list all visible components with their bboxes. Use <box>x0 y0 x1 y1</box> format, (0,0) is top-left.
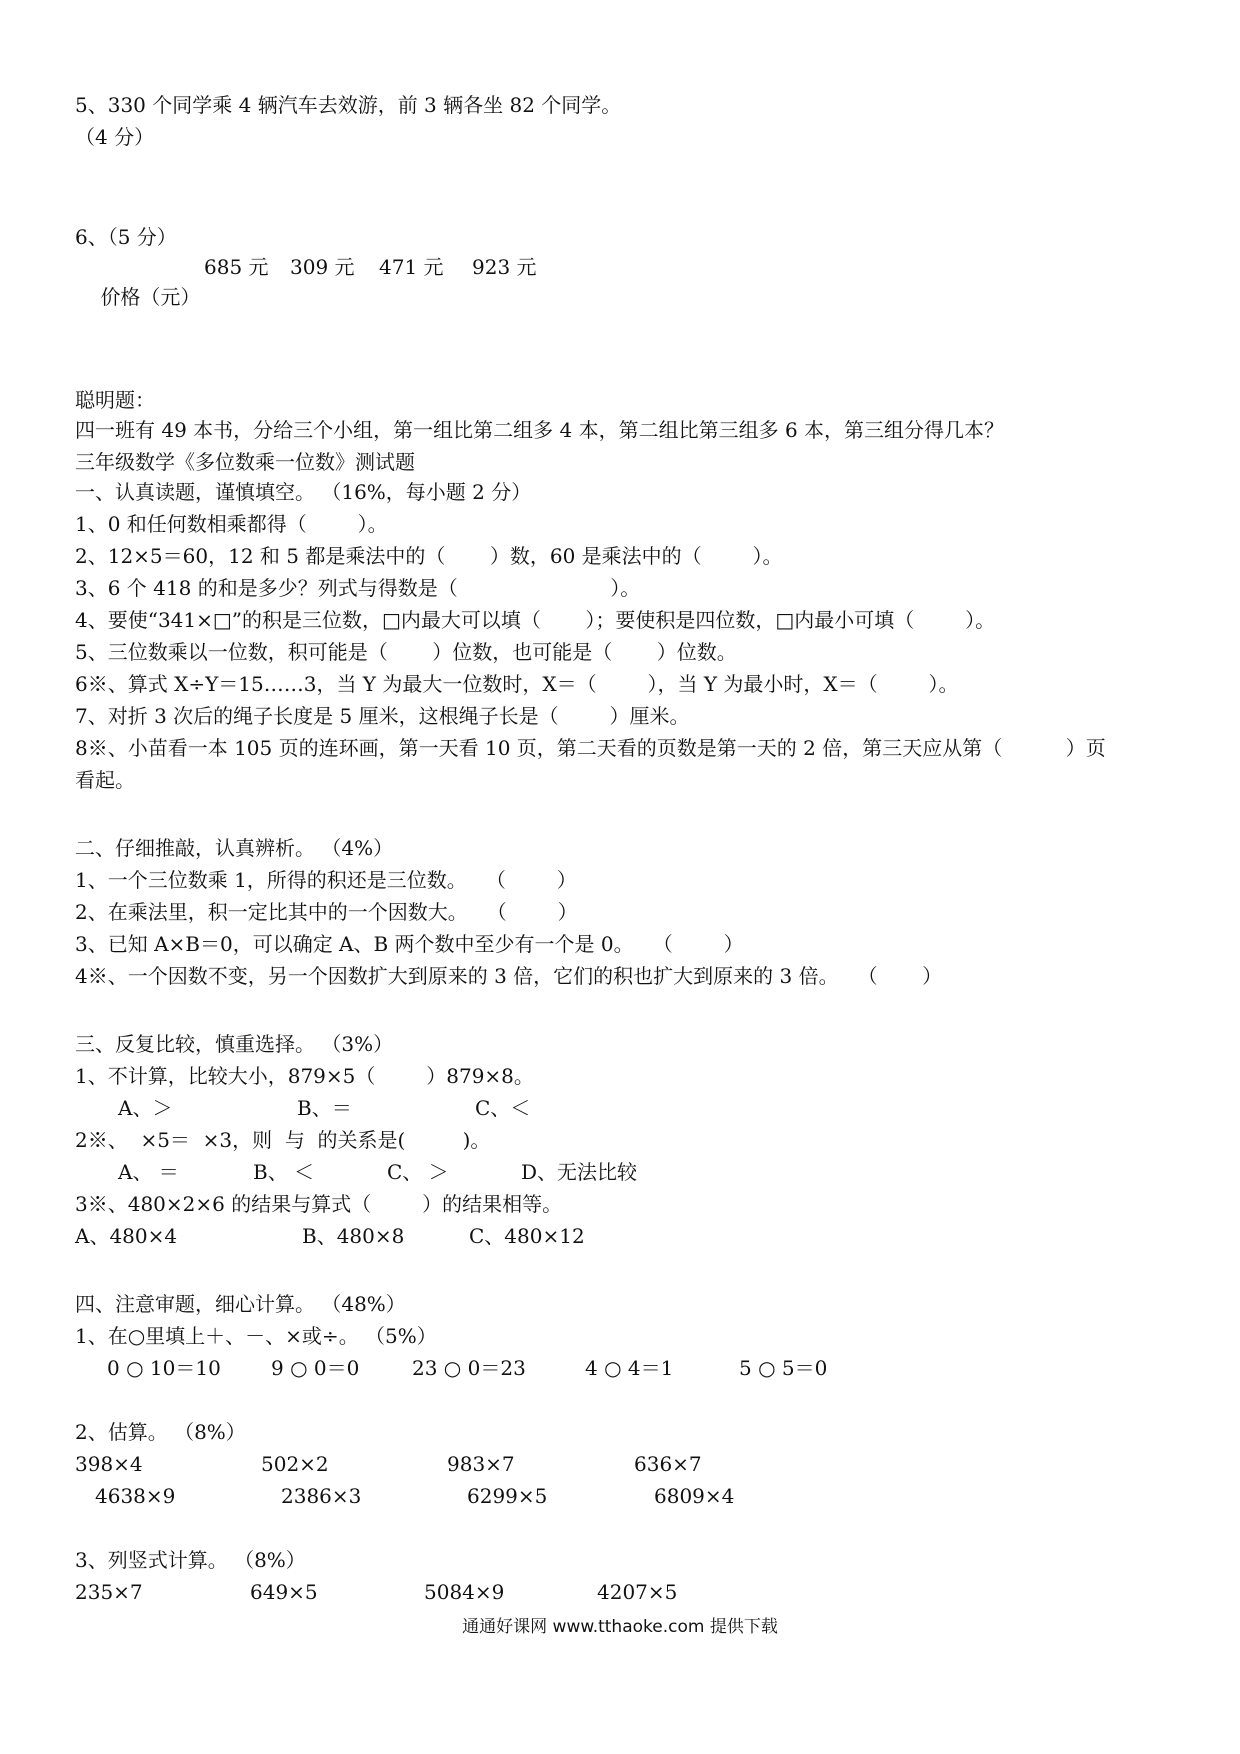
price-item: 685 元 <box>204 255 269 279</box>
choice-option: A、480×4 <box>75 1224 178 1248</box>
choice-option: B、480×8 <box>302 1224 405 1248</box>
estimate-item: 4638×9 <box>95 1484 176 1508</box>
test-title: 三年级数学《多位数乘一位数》测试题 <box>75 450 415 474</box>
choice-option: A、 ＝ <box>118 1160 179 1184</box>
choice-option: A、＞ <box>118 1096 173 1120</box>
choice-option: C、＜ <box>475 1096 531 1120</box>
estimate-item: 6809×4 <box>654 1484 735 1508</box>
section2-item: 3、已知 A×B＝0，可以确定 A、B 两个数中至少有一个是 0。 （ ） <box>75 932 744 956</box>
section1-item: 5、三位数乘以一位数，积可能是（ ）位数，也可能是（ ）位数。 <box>75 640 737 664</box>
section2-item: 2、在乘法里，积一定比其中的一个因数大。 （ ） <box>75 900 578 924</box>
word-problem-6: 6、（5 分） <box>75 225 177 249</box>
section1-item: 3、6 个 418 的和是多少？列式与得数是（ ）。 <box>75 576 641 600</box>
section2-item: 4※、一个因数不变，另一个因数扩大到原来的 3 倍，它们的积也扩大到原来的 3 倍。 （ ） <box>75 964 943 988</box>
section2-heading: 二、仔细推敲，认真辨析。 （4%） <box>75 836 394 860</box>
vertical-calc-item: 649×5 <box>250 1580 318 1604</box>
price-label: 价格（元） <box>100 285 201 309</box>
estimate-item: 398×4 <box>75 1452 143 1476</box>
section4-q3: 3、列竖式计算。 （8%） <box>75 1548 306 1572</box>
operator-blank: 23 ○ 0＝23 <box>412 1356 526 1380</box>
vertical-calc-item: 5084×9 <box>424 1580 505 1604</box>
estimate-item: 2386×3 <box>281 1484 362 1508</box>
word-problem-5: 5、330 个同学乘 4 辆汽车去效游，前 3 辆各坐 82 个同学。 <box>75 93 622 117</box>
price-row <box>75 252 537 342</box>
estimate-item: 6299×5 <box>467 1484 548 1508</box>
section3-q1: 1、不计算，比较大小，879×5（ ）879×8。 <box>75 1064 534 1088</box>
vertical-calc-item: 235×7 <box>75 1580 143 1604</box>
section3-q3: 3※、480×2×6 的结果与算式（ ）的结果相等。 <box>75 1192 563 1216</box>
operator-blank: 9 ○ 0＝0 <box>271 1356 360 1380</box>
section3-q2: 2※、 ×5＝ ×3，则 与 的关系是( )。 <box>75 1128 491 1152</box>
estimate-item: 502×2 <box>261 1452 329 1476</box>
section1-heading: 一、认真读题，谨慎填空。 （16%，每小题 2 分） <box>75 480 532 504</box>
choice-option: B、 ＜ <box>253 1160 315 1184</box>
vertical-calc-item: 4207×5 <box>597 1580 678 1604</box>
section1-item: 6※、算式 X÷Y＝15……3，当 Y 为最大一位数时，X＝（ ），当 Y 为最小时，X＝（ ）。 <box>75 672 959 696</box>
section4-heading: 四、注意审题，细心计算。 （48%） <box>75 1292 406 1316</box>
choice-option: D、无法比较 <box>521 1160 638 1184</box>
operator-blank: 5 ○ 5＝0 <box>739 1356 828 1380</box>
section1-item: 7、对折 3 次后的绳子长度是 5 厘米，这根绳子长是（ ）厘米。 <box>75 704 690 728</box>
section1-item: 1、0 和任何数相乘都得（ ）。 <box>75 512 388 536</box>
price-item: 309 元 <box>290 255 355 279</box>
section1-item: 4、要使“341×□”的积是三位数，□内最大可以填（ ）；要使积是四位数，□内最小可填（ ）。 <box>75 608 996 632</box>
footer-credit: 通通好课网 www.tthaoke.com 提供下载 <box>462 1617 778 1637</box>
choice-option: C、480×12 <box>469 1224 585 1248</box>
section1-item: 看起。 <box>75 768 135 792</box>
section1-item: 8※、小苗看一本 105 页的连环画，第一天看 10 页，第二天看的页数是第一天的 2 倍，第三天应从第（ ）页 <box>75 736 1106 760</box>
operator-blank: 0 ○ 10＝10 <box>107 1356 221 1380</box>
section2-item: 1、一个三位数乘 1，所得的积还是三位数。 （ ） <box>75 868 577 892</box>
price-item: 923 元 <box>472 255 537 279</box>
section1-item: 2、12×5＝60，12 和 5 都是乘法中的（ ）数，60 是乘法中的（ ）。 <box>75 544 783 568</box>
smart-title: 聪明题： <box>75 388 155 412</box>
price-item: 471 元 <box>379 255 444 279</box>
estimate-item: 636×7 <box>634 1452 702 1476</box>
choice-option: C、 ＞ <box>387 1160 449 1184</box>
choice-option: B、＝ <box>297 1096 352 1120</box>
smart-question: 四一班有 49 本书，分给三个小组，第一组比第二组多 4 本，第二组比第三组多 6 本，第三组分得几本？ <box>75 418 1005 442</box>
section4-q1: 1、在○里填上＋、－、×或÷。 （5%） <box>75 1324 437 1348</box>
section4-q2: 2、估算。 （8%） <box>75 1420 246 1444</box>
word-problem-5-score: （4 分） <box>75 125 155 149</box>
section3-heading: 三、反复比较，慎重选择。 （3%） <box>75 1032 394 1056</box>
estimate-item: 983×7 <box>447 1452 515 1476</box>
operator-blank: 4 ○ 4＝1 <box>585 1356 674 1380</box>
